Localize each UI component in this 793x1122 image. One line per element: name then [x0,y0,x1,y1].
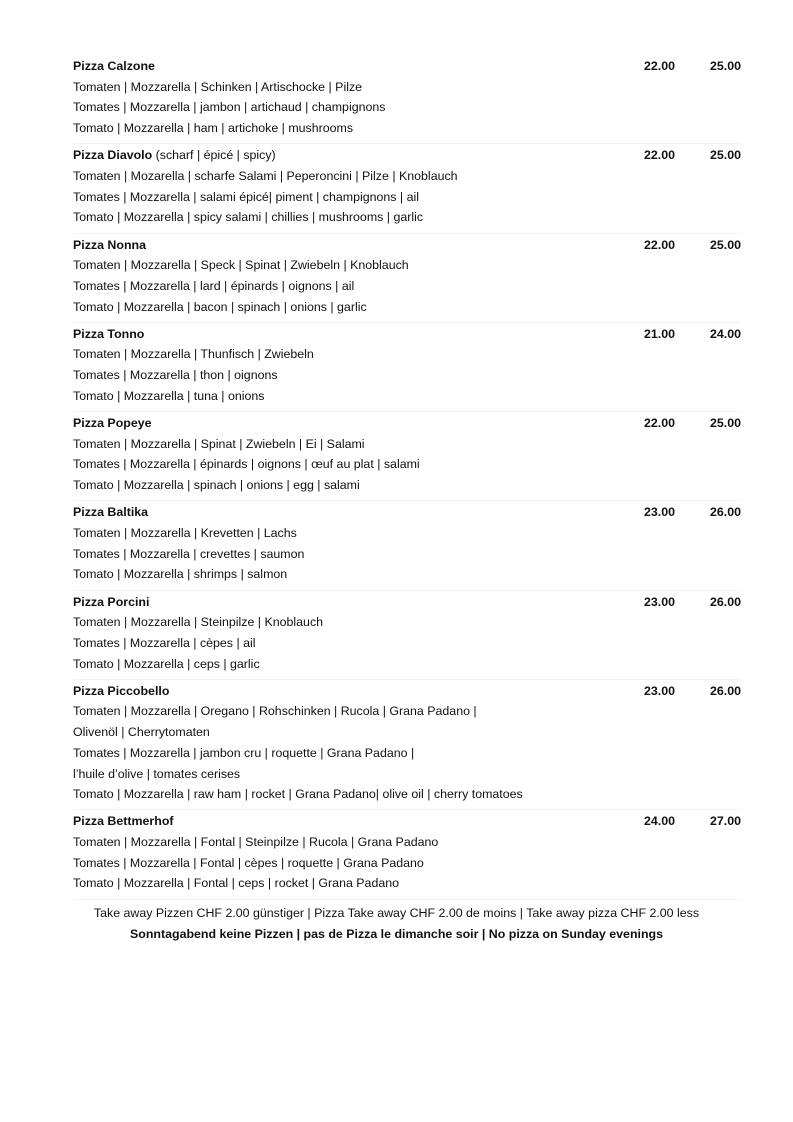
price-large: 26.00 [709,594,741,609]
ingredient-line: Tomates | Mozzarella | lard | épinards | oignons | ail [73,278,355,293]
item-name: Pizza Baltika [73,505,149,520]
ingredient-line: Tomato | Mozzarella | Fontal | ceps | rocket | Grana Padano [73,876,400,891]
ingredient-line: Tomaten | Mozzarella | Spinat | Zwiebeln | Ei | Salami [73,436,365,451]
menu-item [73,811,741,899]
ingredient-line: Tomates | Mozzarella | cèpes | ail [73,635,256,650]
ingredient-line: Tomates | Mozzarella | salami épicé| piment | champignons | ail [73,189,419,204]
ingredient-line: Tomaten | Mozzarella | Thunfisch | Zwiebeln [73,347,314,362]
price-large: 25.00 [709,416,741,430]
ingredient-line: l’huile d’olive | tomates cerises [73,766,241,781]
price-small: 21.00 [643,326,675,341]
ingredient-line: Tomato | Mozzarella | tuna | onions [73,388,265,403]
ingredient-line: Tomato | Mozzarella | ceps | garlic [73,656,260,671]
pizza-menu [73,56,741,901]
price-large: 24.00 [709,326,741,341]
ingredient-line: Tomaten | Mozzarella | Speck | Spinat | Zwiebeln | Knoblauch [73,258,409,273]
ingredient-line: Tomates | Mozzarella | thon | oignons [73,368,278,383]
item-note: (scharf | épicé | spicy) [152,148,276,163]
footer-notes [0,903,793,945]
ingredient-line: Tomaten | Mozzarella | Schinken | Artischocke | Pilze [73,79,363,94]
ingredient-line: Tomaten | Mozzarella | Fontal | Steinpilze | Rucola | Grana Padano [73,835,439,850]
item-name: Pizza Porcini [73,594,150,609]
menu-item [73,56,741,144]
price-small: 22.00 [643,59,675,73]
price-small: 24.00 [643,814,675,829]
item-name: Pizza Diavolo [73,148,153,163]
menu-item [73,592,741,680]
item-name: Pizza Tonno [73,326,145,341]
ingredient-line: Olivenöl | Cherrytomaten [73,725,210,740]
price-large: 25.00 [709,59,741,73]
ingredient-line: Tomaten | Mozzarella | Krevetten | Lachs [73,525,297,540]
menu-item [73,413,741,501]
item-name: Pizza Piccobello [73,683,170,698]
price-small: 23.00 [643,594,675,609]
menu-item [73,145,741,233]
price-small: 22.00 [643,416,675,430]
price-large: 27.00 [709,814,741,829]
ingredient-line: Tomates | Mozzarella | épinards | oignons | œuf au plat | salami [73,457,420,472]
ingredient-line: Tomaten | Mozzarella | Oregano | Rohschinken | Rucola | Grana Padano | [73,704,477,719]
ingredient-line: Tomates | Mozzarella | jambon cru | roquette | Grana Padano | [73,745,415,760]
menu-item [73,681,741,811]
ingredient-line: Tomato | Mozzarella | raw ham | rocket | Grana Padano| olive oil | cherry tomatoes [73,787,523,802]
ingredient-line: Tomates | Mozzarella | crevettes | saumon [73,546,305,561]
ingredient-line: Tomato | Mozzarella | bacon | spinach | onions | garlic [73,299,367,314]
ingredient-line: Tomato | Mozzarella | shrimps | salmon [73,567,288,582]
item-name: Pizza Popeye [73,416,152,430]
item-name: Pizza Calzone [73,59,155,73]
price-large: 25.00 [709,237,741,252]
ingredient-line: Tomato | Mozzarella | spicy salami | chillies | mushrooms | garlic [73,210,424,225]
menu-item [73,235,741,323]
menu-item [73,324,741,412]
ingredient-line: Tomates | Mozzarella | jambon | artichaud | champignons [73,100,386,115]
price-small: 23.00 [643,683,675,698]
menu-item [73,502,741,590]
price-large: 26.00 [709,505,741,520]
ingredient-line: Tomato | Mozzarella | ham | artichoke | mushrooms [73,121,354,136]
takeaway-note: Take away Pizzen CHF 2.00 günstiger | Pizza Take away CHF 2.00 de moins | Take away pizza CHF 2.00 less [93,906,700,920]
price-small: 22.00 [643,237,675,252]
price-small: 22.00 [643,148,675,163]
price-small: 23.00 [643,505,675,520]
price-large: 25.00 [709,148,741,163]
ingredient-line: Tomato | Mozzarella | spinach | onions | egg | salami [73,478,360,493]
item-name: Pizza Bettmerhof [73,814,174,829]
ingredient-line: Tomates | Mozzarella | Fontal | cèpes | roquette | Grana Padano [73,855,424,870]
item-name: Pizza Nonna [73,237,146,252]
ingredient-line: Tomaten | Mozarella | scharfe Salami | Peperoncini | Pilze | Knoblauch [73,168,458,183]
price-large: 26.00 [709,683,741,698]
sunday-note: Sonntagabend keine Pizzen | pas de Pizza le dimanche soir | No pizza on Sunday evenings [130,927,663,941]
ingredient-line: Tomaten | Mozzarella | Steinpilze | Knoblauch [73,615,324,630]
